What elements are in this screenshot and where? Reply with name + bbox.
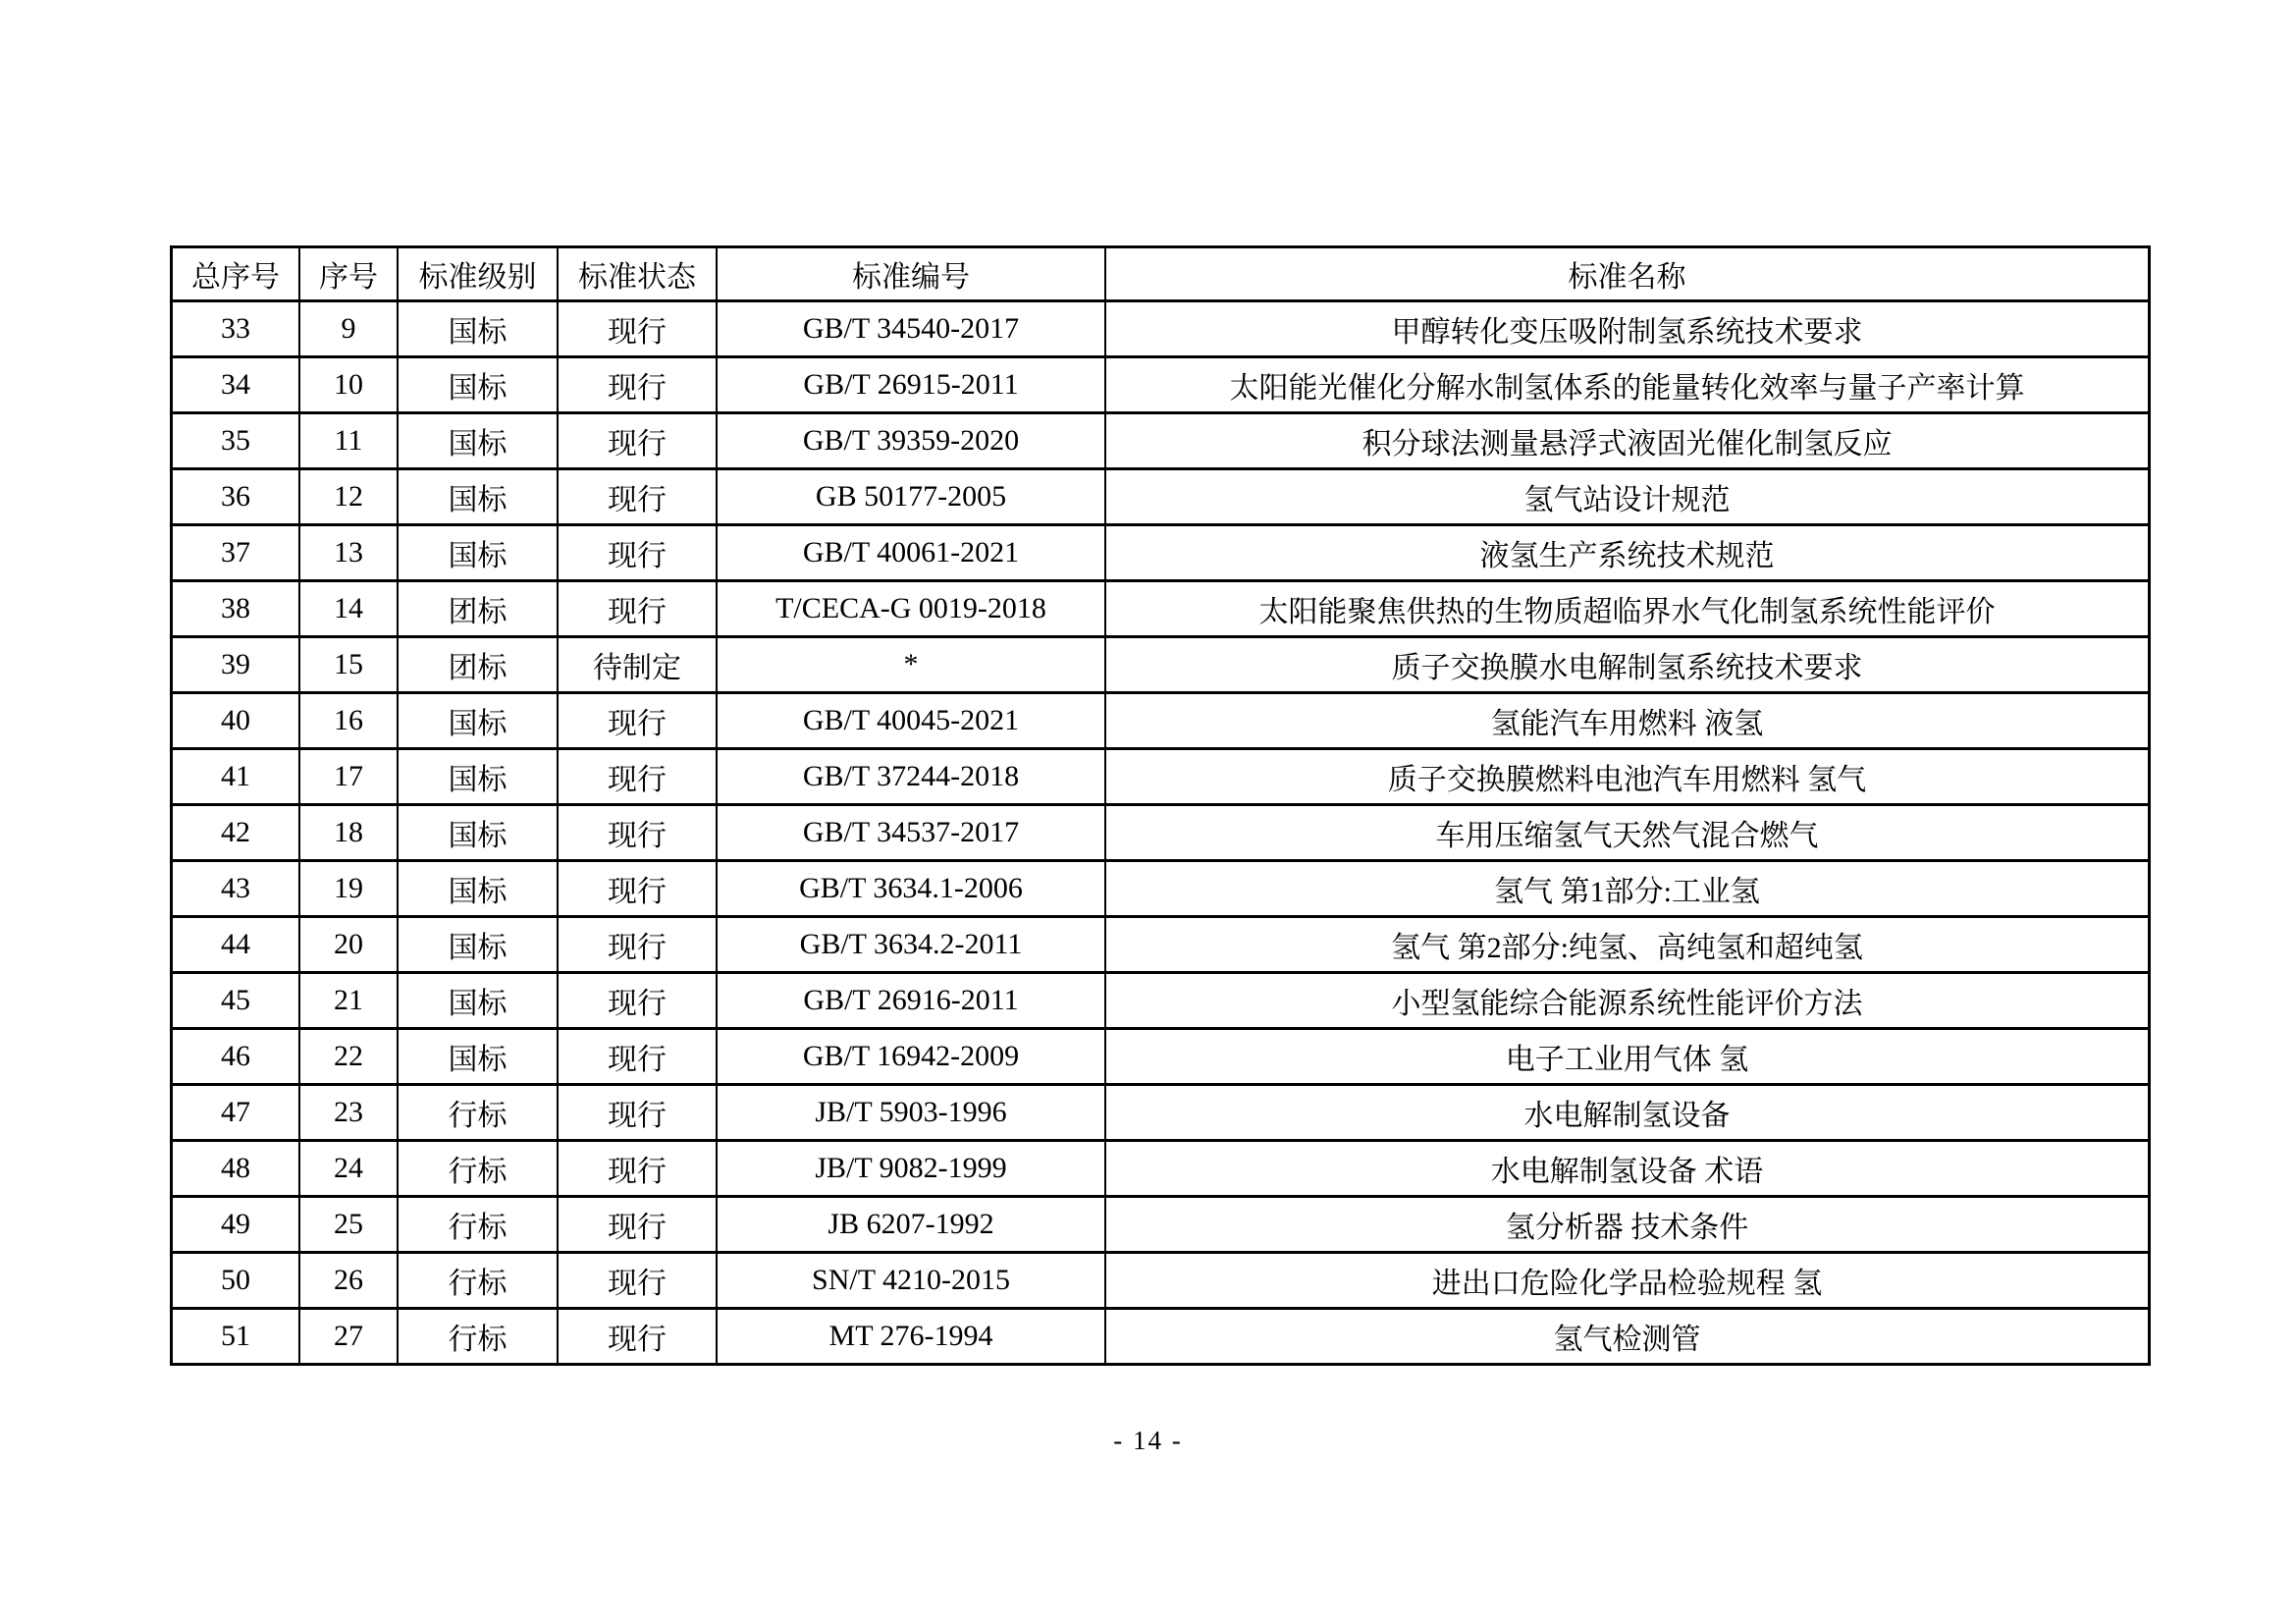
cell-standard-level: 行标 <box>398 1141 558 1197</box>
cell-standard-code: * <box>717 637 1105 693</box>
cell-standard-name: 水电解制氢设备 术语 <box>1105 1141 2150 1197</box>
cell-serial: 22 <box>299 1029 398 1085</box>
table-row <box>172 1029 2150 1085</box>
cell-total-serial: 51 <box>172 1309 300 1365</box>
cell-serial: 25 <box>299 1197 398 1253</box>
cell-standard-status: 现行 <box>558 525 717 581</box>
cell-standard-status: 现行 <box>558 917 717 973</box>
cell-standard-level: 行标 <box>398 1253 558 1309</box>
cell-total-serial: 37 <box>172 525 300 581</box>
cell-standard-code: GB/T 34540-2017 <box>717 301 1105 357</box>
header-standard-level: 标准级别 <box>398 247 558 301</box>
table-row <box>172 1197 2150 1253</box>
cell-standard-status: 现行 <box>558 301 717 357</box>
header-total-serial: 总序号 <box>172 247 300 301</box>
cell-standard-code: GB/T 39359-2020 <box>717 413 1105 469</box>
cell-standard-level: 行标 <box>398 1085 558 1141</box>
cell-standard-code: GB/T 40061-2021 <box>717 525 1105 581</box>
cell-standard-code: JB/T 9082-1999 <box>717 1141 1105 1197</box>
cell-standard-status: 现行 <box>558 861 717 917</box>
cell-total-serial: 36 <box>172 469 300 525</box>
table-row <box>172 861 2150 917</box>
cell-standard-status: 现行 <box>558 693 717 749</box>
table-row <box>172 525 2150 581</box>
cell-standard-code: GB/T 26915-2011 <box>717 357 1105 413</box>
cell-total-serial: 50 <box>172 1253 300 1309</box>
table-row <box>172 469 2150 525</box>
cell-standard-code: GB/T 16942-2009 <box>717 1029 1105 1085</box>
cell-total-serial: 41 <box>172 749 300 805</box>
cell-standard-level: 国标 <box>398 413 558 469</box>
standards-table-head <box>172 247 2150 301</box>
cell-standard-name: 电子工业用气体 氢 <box>1105 1029 2150 1085</box>
cell-standard-level: 国标 <box>398 1029 558 1085</box>
cell-total-serial: 42 <box>172 805 300 861</box>
cell-standard-level: 国标 <box>398 525 558 581</box>
cell-total-serial: 34 <box>172 357 300 413</box>
cell-standard-level: 行标 <box>398 1309 558 1365</box>
cell-standard-level: 团标 <box>398 637 558 693</box>
cell-total-serial: 33 <box>172 301 300 357</box>
table-row <box>172 1309 2150 1365</box>
cell-standard-name: 氢气 第2部分:纯氢、高纯氢和超纯氢 <box>1105 917 2150 973</box>
cell-total-serial: 49 <box>172 1197 300 1253</box>
cell-standard-name: 氢气站设计规范 <box>1105 469 2150 525</box>
cell-serial: 20 <box>299 917 398 973</box>
header-standard-name: 标准名称 <box>1105 247 2150 301</box>
cell-standard-name: 车用压缩氢气天然气混合燃气 <box>1105 805 2150 861</box>
cell-serial: 23 <box>299 1085 398 1141</box>
table-row <box>172 1253 2150 1309</box>
cell-standard-code: JB/T 5903-1996 <box>717 1085 1105 1141</box>
cell-standard-level: 团标 <box>398 581 558 637</box>
cell-standard-status: 现行 <box>558 749 717 805</box>
cell-standard-code: SN/T 4210-2015 <box>717 1253 1105 1309</box>
cell-serial: 15 <box>299 637 398 693</box>
cell-serial: 18 <box>299 805 398 861</box>
cell-standard-status: 现行 <box>558 1029 717 1085</box>
cell-standard-code: GB 50177-2005 <box>717 469 1105 525</box>
cell-standard-name: 液氢生产系统技术规范 <box>1105 525 2150 581</box>
cell-standard-code: JB 6207-1992 <box>717 1197 1105 1253</box>
cell-serial: 13 <box>299 525 398 581</box>
table-row <box>172 413 2150 469</box>
cell-standard-name: 太阳能聚焦供热的生物质超临界水气化制氢系统性能评价 <box>1105 581 2150 637</box>
cell-standard-status: 现行 <box>558 1085 717 1141</box>
cell-standard-code: GB/T 3634.1-2006 <box>717 861 1105 917</box>
cell-serial: 19 <box>299 861 398 917</box>
standards-table <box>170 245 2151 1366</box>
header-standard-code: 标准编号 <box>717 247 1105 301</box>
header-row <box>172 247 2150 301</box>
page-number: - 14 - <box>1113 1426 1183 1455</box>
cell-standard-level: 国标 <box>398 973 558 1029</box>
cell-serial: 11 <box>299 413 398 469</box>
table-row <box>172 637 2150 693</box>
table-row <box>172 749 2150 805</box>
cell-serial: 10 <box>299 357 398 413</box>
cell-standard-name: 水电解制氢设备 <box>1105 1085 2150 1141</box>
cell-standard-status: 现行 <box>558 1141 717 1197</box>
cell-standard-status: 现行 <box>558 581 717 637</box>
cell-standard-level: 国标 <box>398 469 558 525</box>
cell-standard-status: 现行 <box>558 973 717 1029</box>
cell-standard-level: 行标 <box>398 1197 558 1253</box>
cell-serial: 12 <box>299 469 398 525</box>
cell-standard-code: GB/T 37244-2018 <box>717 749 1105 805</box>
cell-serial: 24 <box>299 1141 398 1197</box>
cell-total-serial: 45 <box>172 973 300 1029</box>
table-row <box>172 917 2150 973</box>
table-row <box>172 1085 2150 1141</box>
cell-serial: 14 <box>299 581 398 637</box>
cell-standard-level: 国标 <box>398 917 558 973</box>
cell-serial: 16 <box>299 693 398 749</box>
cell-standard-name: 氢分析器 技术条件 <box>1105 1197 2150 1253</box>
table-row <box>172 357 2150 413</box>
cell-standard-status: 现行 <box>558 469 717 525</box>
cell-serial: 17 <box>299 749 398 805</box>
cell-standard-name: 小型氢能综合能源系统性能评价方法 <box>1105 973 2150 1029</box>
cell-total-serial: 40 <box>172 693 300 749</box>
cell-standard-status: 现行 <box>558 1253 717 1309</box>
cell-standard-level: 国标 <box>398 301 558 357</box>
cell-standard-name: 氢气 第1部分:工业氢 <box>1105 861 2150 917</box>
table-row <box>172 301 2150 357</box>
cell-standard-name: 氢气检测管 <box>1105 1309 2150 1365</box>
cell-standard-code: GB/T 3634.2-2011 <box>717 917 1105 973</box>
cell-standard-status: 待制定 <box>558 637 717 693</box>
cell-serial: 9 <box>299 301 398 357</box>
cell-total-serial: 39 <box>172 637 300 693</box>
cell-total-serial: 47 <box>172 1085 300 1141</box>
cell-standard-name: 积分球法测量悬浮式液固光催化制氢反应 <box>1105 413 2150 469</box>
cell-standard-level: 国标 <box>398 357 558 413</box>
cell-standard-name: 进出口危险化学品检验规程 氢 <box>1105 1253 2150 1309</box>
standards-table-body <box>172 301 2150 1365</box>
cell-serial: 27 <box>299 1309 398 1365</box>
cell-standard-name: 太阳能光催化分解水制氢体系的能量转化效率与量子产率计算 <box>1105 357 2150 413</box>
cell-serial: 21 <box>299 973 398 1029</box>
cell-total-serial: 46 <box>172 1029 300 1085</box>
table-row <box>172 581 2150 637</box>
cell-standard-name: 质子交换膜燃料电池汽车用燃料 氢气 <box>1105 749 2150 805</box>
cell-total-serial: 38 <box>172 581 300 637</box>
table-row <box>172 805 2150 861</box>
cell-standard-code: MT 276-1994 <box>717 1309 1105 1365</box>
table-row <box>172 1141 2150 1197</box>
cell-standard-name: 氢能汽车用燃料 液氢 <box>1105 693 2150 749</box>
cell-total-serial: 35 <box>172 413 300 469</box>
header-serial: 序号 <box>299 247 398 301</box>
cell-total-serial: 43 <box>172 861 300 917</box>
cell-standard-status: 现行 <box>558 357 717 413</box>
cell-serial: 26 <box>299 1253 398 1309</box>
header-standard-status: 标准状态 <box>558 247 717 301</box>
cell-standard-code: GB/T 26916-2011 <box>717 973 1105 1029</box>
cell-standard-status: 现行 <box>558 413 717 469</box>
table-row <box>172 973 2150 1029</box>
cell-standard-code: T/CECA-G 0019-2018 <box>717 581 1105 637</box>
cell-standard-level: 国标 <box>398 861 558 917</box>
cell-standard-code: GB/T 34537-2017 <box>717 805 1105 861</box>
cell-standard-name: 甲醇转化变压吸附制氢系统技术要求 <box>1105 301 2150 357</box>
cell-total-serial: 44 <box>172 917 300 973</box>
table-row <box>172 693 2150 749</box>
cell-total-serial: 48 <box>172 1141 300 1197</box>
cell-standard-level: 国标 <box>398 749 558 805</box>
cell-standard-level: 国标 <box>398 693 558 749</box>
cell-standard-code: GB/T 40045-2021 <box>717 693 1105 749</box>
cell-standard-status: 现行 <box>558 1197 717 1253</box>
cell-standard-status: 现行 <box>558 1309 717 1365</box>
cell-standard-name: 质子交换膜水电解制氢系统技术要求 <box>1105 637 2150 693</box>
cell-standard-status: 现行 <box>558 805 717 861</box>
cell-standard-level: 国标 <box>398 805 558 861</box>
